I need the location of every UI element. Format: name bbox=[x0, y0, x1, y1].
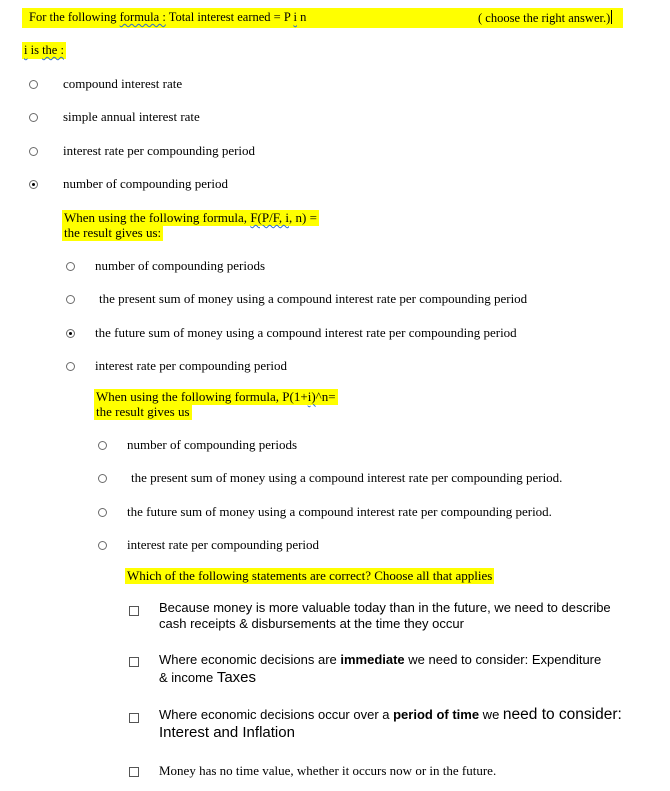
option-label: number of compounding period bbox=[63, 176, 228, 191]
radio-q2-opt4[interactable] bbox=[66, 362, 75, 371]
option-label: the future sum of money using a compound interest rate per compounding period. bbox=[127, 504, 552, 519]
radio-q3-opt1[interactable] bbox=[98, 441, 107, 450]
answer-hint: ( choose the right answer.) bbox=[478, 11, 611, 25]
option-label: Because money is more valuable today than in the future, we need to describe cash receipts & disbursements at the time they occur bbox=[159, 600, 611, 631]
question1-formula: For the following formula : Total interest earned = P i n bbox=[29, 10, 307, 24]
option-label: number of compounding periods bbox=[127, 437, 298, 452]
checkbox-q4-opt4[interactable] bbox=[129, 767, 139, 777]
radio-q1-opt1[interactable] bbox=[29, 80, 38, 89]
radio-q2-opt2[interactable] bbox=[66, 295, 75, 304]
option-label: number of compounding periods bbox=[95, 258, 266, 273]
question1-prompt: i is the : bbox=[24, 43, 64, 57]
question2-prompt-line2: the result gives us: bbox=[64, 225, 162, 240]
radio-q3-opt4[interactable] bbox=[98, 541, 107, 550]
radio-q1-opt4[interactable] bbox=[29, 180, 38, 189]
checkbox-q4-opt1[interactable] bbox=[129, 606, 139, 616]
option-label: the future sum of money using a compound interest rate per compounding period bbox=[95, 325, 517, 340]
option-label: Where economic decisions occur over a period of time we need to consider: Interest and Inflation bbox=[159, 706, 622, 741]
checkbox-q4-opt3[interactable] bbox=[129, 713, 139, 723]
checkbox-q4-opt2[interactable] bbox=[129, 657, 139, 667]
option-label: the present sum of money using a compound interest rate per compounding period. bbox=[131, 470, 563, 485]
option-label: interest rate per compounding period bbox=[127, 537, 320, 552]
option-label: interest rate per compounding period bbox=[95, 358, 288, 373]
option-label: Where economic decisions are immediate we need to consider: Expenditure & income Taxes bbox=[159, 652, 602, 686]
option-label: simple annual interest rate bbox=[63, 109, 200, 124]
option-label: interest rate per compounding period bbox=[63, 143, 256, 158]
option-label: Money has no time value, whether it occurs now or in the future. bbox=[159, 763, 497, 778]
question3-prompt-line1: When using the following formula, P(1+i)^n= bbox=[96, 389, 336, 404]
text-cursor bbox=[611, 10, 612, 24]
option-label: compound interest rate bbox=[63, 76, 183, 91]
radio-q3-opt2[interactable] bbox=[98, 474, 107, 483]
question2-prompt-line1: When using the following formula, F(P/F, i, n) = bbox=[64, 210, 317, 225]
option-label: the present sum of money using a compound interest rate per compounding period bbox=[99, 291, 528, 306]
question3-prompt-line2: the result gives us bbox=[96, 404, 190, 419]
radio-q2-opt1[interactable] bbox=[66, 262, 75, 271]
radio-q1-opt2[interactable] bbox=[29, 113, 38, 122]
question4-prompt: Which of the following statements are correct? Choose all that applies bbox=[127, 568, 493, 583]
radio-q1-opt3[interactable] bbox=[29, 147, 38, 156]
radio-q3-opt3[interactable] bbox=[98, 508, 107, 517]
radio-q2-opt3[interactable] bbox=[66, 329, 75, 338]
